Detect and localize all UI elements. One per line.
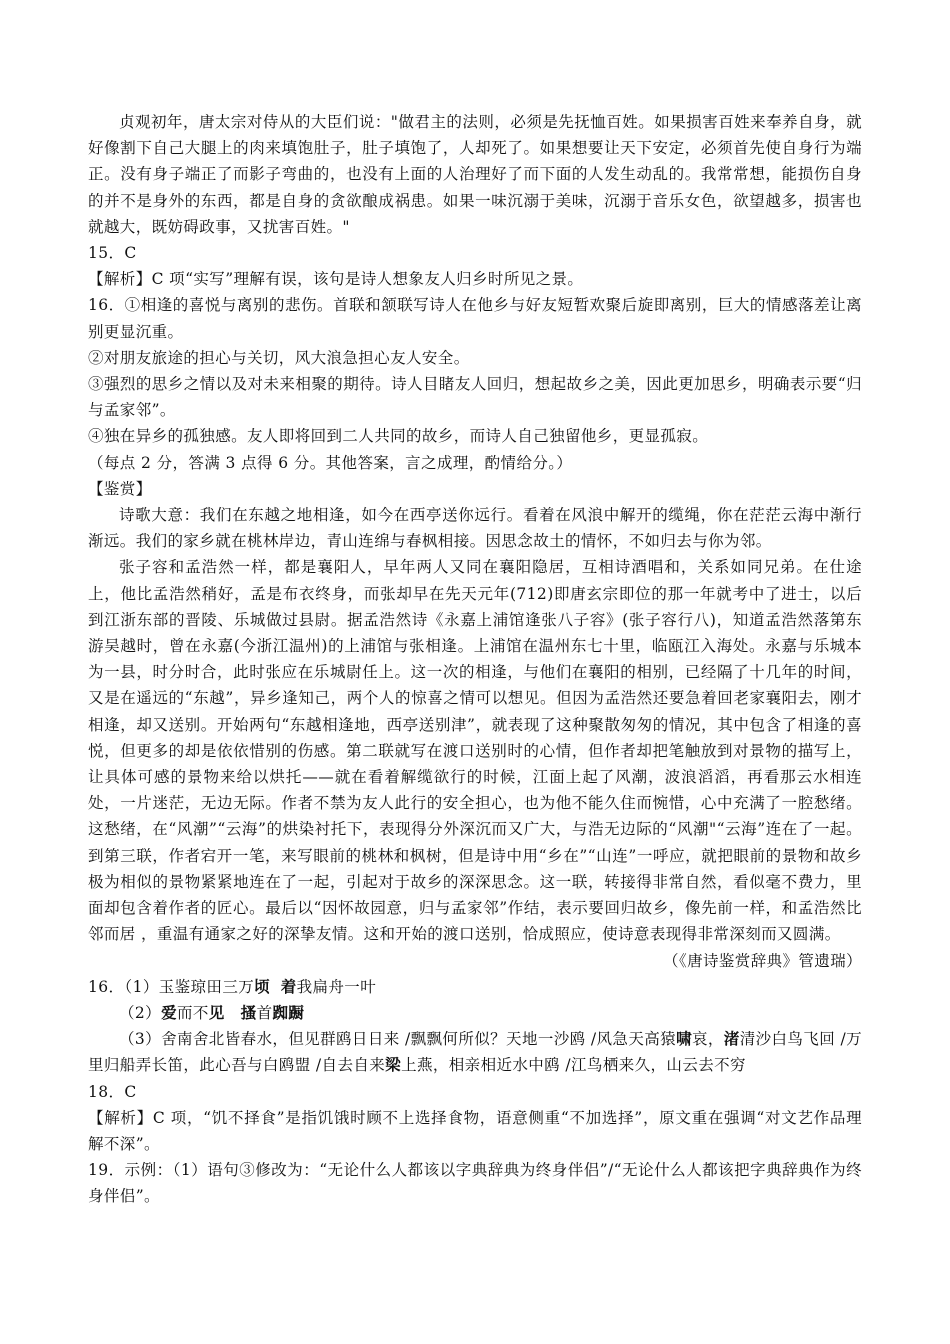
dictation-spacer [225,1004,241,1022]
dictation-key-char: 见 [208,1002,225,1022]
dictation-text: 首 [256,1003,273,1022]
dictation-text: 哀， [691,1030,724,1049]
appreciation-commentary: 张子容和孟浩然一样，都是襄阳人，早年两人又同在襄阳隐居，互相诗酒唱和，关系如同兄弟。在仕途上，他比孟浩然稍好，孟是布衣终身，而张却早在先天元年(712)即唐玄宗即位的那一年就考中了进士，以后到江浙东部的晋陵、乐城做过县尉。据孟浩然诗《永嘉上浦馆逢张八子容》(张子容行八)，知道孟浩然落第东游吴越时，曾在永嘉(今浙江温州)的上浦馆与张相逢。上浦馆在温州东七十里，临瓯江入海处。永嘉与乐城本为一县，时分时合，此时张应在乐城尉任上。这一次的相逢，与他们在襄阳的相别，已经隔了十几年的时间，又是在遥远的“东越”，异乡逢知己，两个人的惊喜之情可以想见。但因为孟浩然还要急着回老家襄阳去，刚才相逢，却又送别。开始两句“东越相逢地，西亭送别津”，就表现了这种聚散匆匆的情况，其中包含了相逢的喜悦，但更多的却是依依惜别的伤感。第二联就写在渡口送别时的心情，但作者却把笔触放到对景物的描写上，让具体可感的景物来给以烘托——就在看着解缆欲行的时候，江面上起了风潮，波浪滔滔，再看那云水相连处，一片迷茫，无边无际。作者不禁为友人此行的安全担心，也为他不能久住而惋惜，心中充满了一腔愁绪。这愁绪，在“风潮”“云海”的烘染衬托下，表现得分外深沉而又广大，与浩无边际的“风潮"“云海”连在了一起。到第三联，作者宕开一笔，来写眼前的桃林和枫树，但是诗中用“乡在”“山连”一呼应，就把眼前的景物和故乡极为相似的景物紧紧地连在了一起，引起对于故乡的深深思念。这一联，转接得非常自然，看似毫不费力，里面却包含着作者的匠心。最后以“因怀故园意，归与孟家邻”作结，表示要回归故乡，像先前一样，和孟浩然比邻而居 ，重温有通家之好的深挚友情。这和开始的渡口送别，恰成照应，使诗意表现得非常深刻而又圆满。 [88,558,862,944]
dictation-text: 上燕，相亲相近水中鸥 /江鸟栖来久，山云去不穷 [401,1056,746,1075]
dictation-key-char: 踟蹰 [272,1002,305,1022]
dictation-item-2 [88,1000,862,1026]
q16-point-3: ③强烈的思乡之情以及对未来相聚的期待。诗人目睹友人回归，想起故乡之美，因此更加思乡，明确表示要“归与孟家邻”。 [88,375,862,420]
q16-scoring-note: （每点 2 分，答满 3 点得 6 分。其他答案，言之成理，酌情给分。） [88,453,573,472]
q15-analysis: 【解析】C 项“实写”理解有误，该句是诗人想象友人归乡时所见之景。 [88,270,584,289]
translation-paragraph: 贞观初年，唐太宗对侍从的大臣们说："做君主的法则，必须是先抚恤百姓。如果损害百姓来奉养自身，就好像割下自己大腿上的肉来填饱肚子，肚子填饱了，人却死了。如果想要让天下安定，必须首先使自身行为端正。没有身子端正了而影子弯曲的，也没有上面的人治理好了而下面的人发生动乱的。我常常想，能损伤自身的并不是身外的东西，都是自身的贪欲酿成祸患。如果一味沉溺于美味，沉溺于音乐女色，欲望越多，损害也就越大，既妨碍政事，又扰害百姓。" [88,113,862,236]
dictation-key-char: 啸 [676,1029,692,1049]
q18-answer: 18．C [88,1082,137,1101]
appreciation-header: 【鉴赏】 [88,479,152,498]
dictation-text: （2） [119,1003,162,1022]
q16-point-4: ④独在异乡的孤独感。友人即将回到二人共同的故乡，而诗人自己独留他乡，更显孤寂。 [88,427,709,446]
q16-point-2: ②对朋友旅途的担心与关切，风大浪急担心友人安全。 [88,348,470,367]
dictation-key-char: 顷 [254,976,271,996]
dictation-key-char: 渚 [723,1029,740,1049]
q18-analysis: 【解析】C 项，“饥不择食”是指饥饿时顾不上选择食物，语意侧重“不加选择”，原文重在强调“对文艺作品理解不深”。 [88,1108,862,1153]
dictation-text: 我扁舟一叶 [296,977,377,996]
dictation-text: 而不 [176,1003,209,1022]
dictation-item-3 [88,1026,862,1078]
dictation-text: （3）舍南舍北皆春水，但见群鸥日日来 /飘飘何所似？天地一沙鸥 /风急天高猿 [119,1030,677,1049]
q15-answer: 15．C [88,244,137,263]
dictation-key-char: 梁 [385,1055,402,1075]
q19-example: 19．示例：（1）语句③修改为：“无论什么人都该以字典辞典为终身伴侣”/“无论什么人都该把字典辞典作为终身伴侣”。 [88,1161,862,1206]
dictation-key-char: 搔 [240,1002,257,1022]
dictation-item-1 [88,974,862,1000]
appreciation-source: （《唐诗鉴赏辞典》管遗瑞） [663,951,862,970]
q16-point-1: 16．①相逢的喜悦与离别的悲伤。首联和颔联写诗人在他乡与好友短暂欢聚后旋即离别，巨大的情感落差让离别更显沉重。 [88,296,862,341]
dictation-key-char: 爱 [161,1002,177,1022]
dictation-text: 清沙白鸟飞回 /万里归船弄长笛，此心吾与白鸥盟 /自去自来 [88,1030,862,1075]
appreciation-summary: 诗歌大意：我们在东越之地相逢，如今在西亭送你远行。看着在风浪中解开的缆绳，你在茫茫云海中渐行渐远。我们的家乡就在桃林岸边，青山连绵与春枫相接。因思念故土的情怀，不如归去与你为邻。 [88,506,862,551]
dictation-key-char: 着 [280,976,297,996]
dictation-spacer [270,978,281,996]
dictation-text: 16．（1）玉鉴琼田三万 [88,977,255,996]
